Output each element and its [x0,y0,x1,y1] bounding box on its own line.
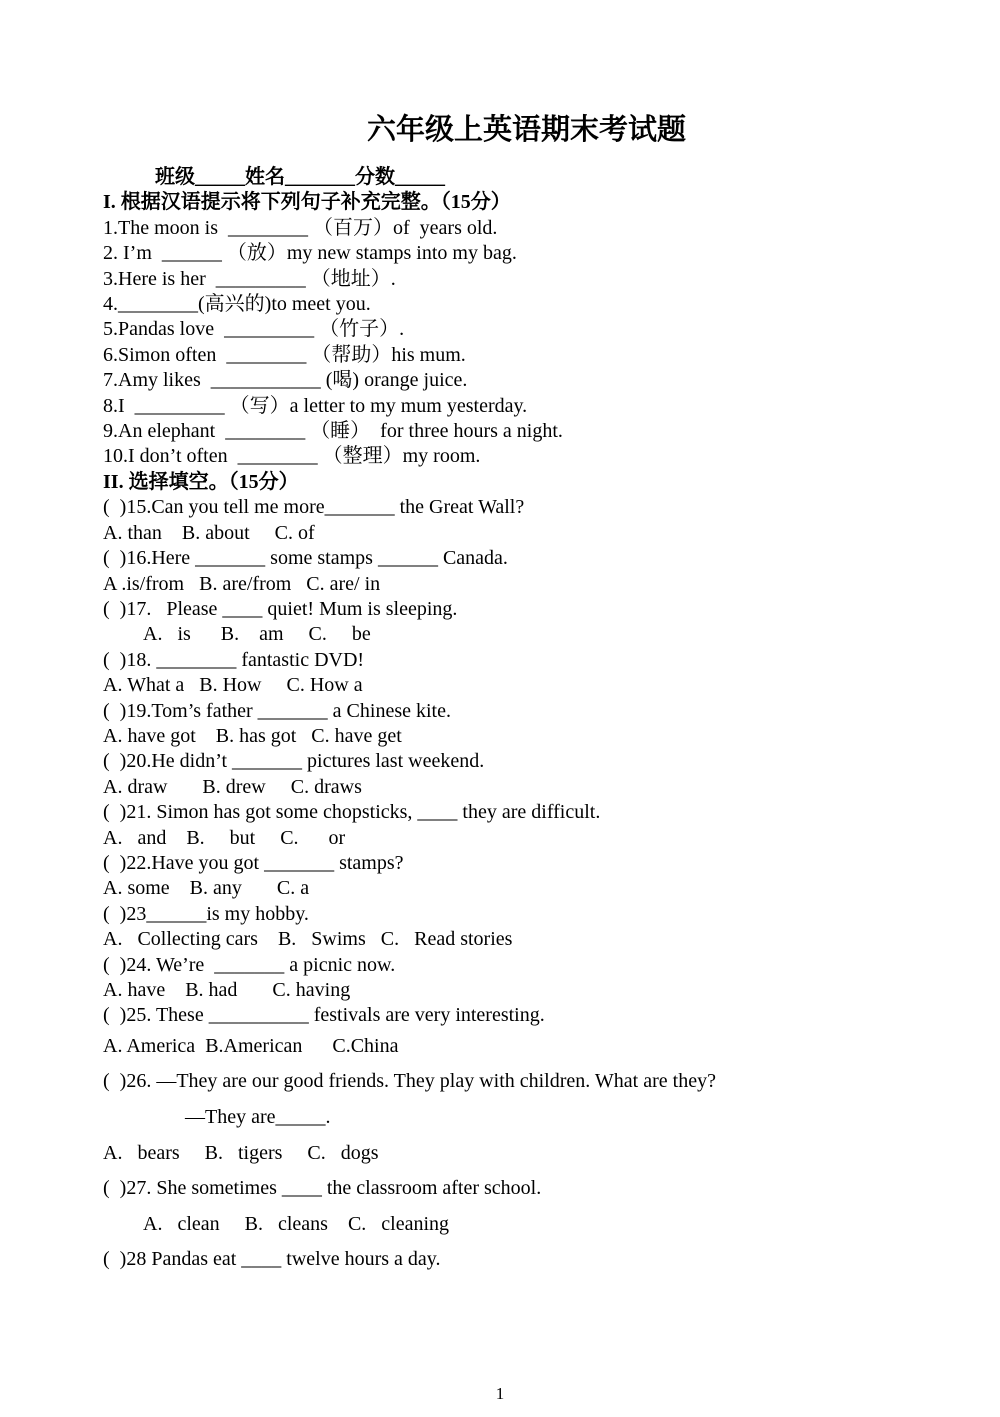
s2-q28: ( )28 Pandas eat ____ twelve hours a day. [103,1248,441,1271]
s2-q23-options: A. Collecting cars B. Swims C. Read stories [103,928,513,951]
s1-q6: 6.Simon often ________ （帮助）his mum. [103,343,466,366]
s2-q27: ( )27. She sometimes ____ the classroom after school. [103,1177,542,1200]
s2-q24: ( )24. We’re _______ a picnic now. [103,953,396,976]
s2-q26-answer-line: —They are_____. [185,1106,331,1128]
s2-q21: ( )21. Simon has got some chopsticks, ____ they are difficult. [103,801,601,824]
s2-q20: ( )20.He didn’t _______ pictures last weekend. [103,750,485,773]
class-name-score-line: 班级_____姓名_______分数_____ [155,166,445,188]
s2-q22-options: A. some B. any C. a [103,877,310,900]
s2-q21-options: A. and B. but C. or [103,826,346,849]
page-number: 1 [495,1384,505,1403]
section2-heading: II. 选择填空。（15分） [103,470,299,493]
s2-q20-options: A. draw B. drew C. draws [103,775,362,798]
s1-q4: 4.________(高兴的)to meet you. [103,293,371,316]
s2-q16: ( )16.Here _______ some stamps ______ Canada. [103,547,508,570]
s2-q26: ( )26. —They are our good friends. They play with children. What are they? [103,1070,716,1093]
s1-q2: 2. I’m ______ （放）my new stamps into my bag. [103,242,517,265]
s2-q27-options: A. clean B. cleans C. cleaning [143,1212,450,1235]
s2-q16-options: A .is/from B. are/from C. are/ in [103,572,381,595]
s1-q3: 3.Here is her _________ （地址）. [103,267,396,290]
s2-q25-options: A. America B.American C.China [103,1034,399,1057]
s2-q23: ( )23______is my hobby. [103,902,309,925]
s2-q25: ( )25. These __________ festivals are very interesting. [103,1004,545,1027]
s2-q17-options: A. is B. am C. be [143,623,371,646]
section1-heading: I. 根据汉语提示将下列句子补充完整。（15分） [103,191,511,214]
s2-q18-options: A. What a B. How C. How a [103,674,363,697]
s2-q19-options: A. have got B. has got C. have get [103,724,402,747]
page-title: 六年级上英语期末考试题 [366,114,686,146]
s1-q7: 7.Amy likes ___________ (喝) orange juice. [103,369,468,392]
s2-q19: ( )19.Tom’s father _______ a Chinese kite. [103,699,451,722]
s1-q1: 1.The moon is ________ （百万）of years old. [103,216,498,239]
s1-q10: 10.I don’t often ________ （整理）my room. [103,445,481,468]
s1-q9: 9.An elephant ________ （睡） for three hours a night. [103,420,563,443]
s1-q5: 5.Pandas love _________ （竹子）. [103,318,405,341]
s2-q17: ( )17. Please ____ quiet! Mum is sleeping. [103,597,458,620]
s2-q15-options: A. than B. about C. of [103,521,315,544]
s2-q15: ( )15.Can you tell me more_______ the Great Wall? [103,496,525,519]
s2-q26-options: A. bears B. tigers C. dogs [103,1141,379,1164]
s2-q18: ( )18. ________ fantastic DVD! [103,648,365,671]
s2-q24-options: A. have B. had C. having [103,979,351,1001]
s1-q8: 8.I _________ （写）a letter to my mum yesterday. [103,394,528,417]
s2-q22: ( )22.Have you got _______ stamps? [103,851,404,874]
